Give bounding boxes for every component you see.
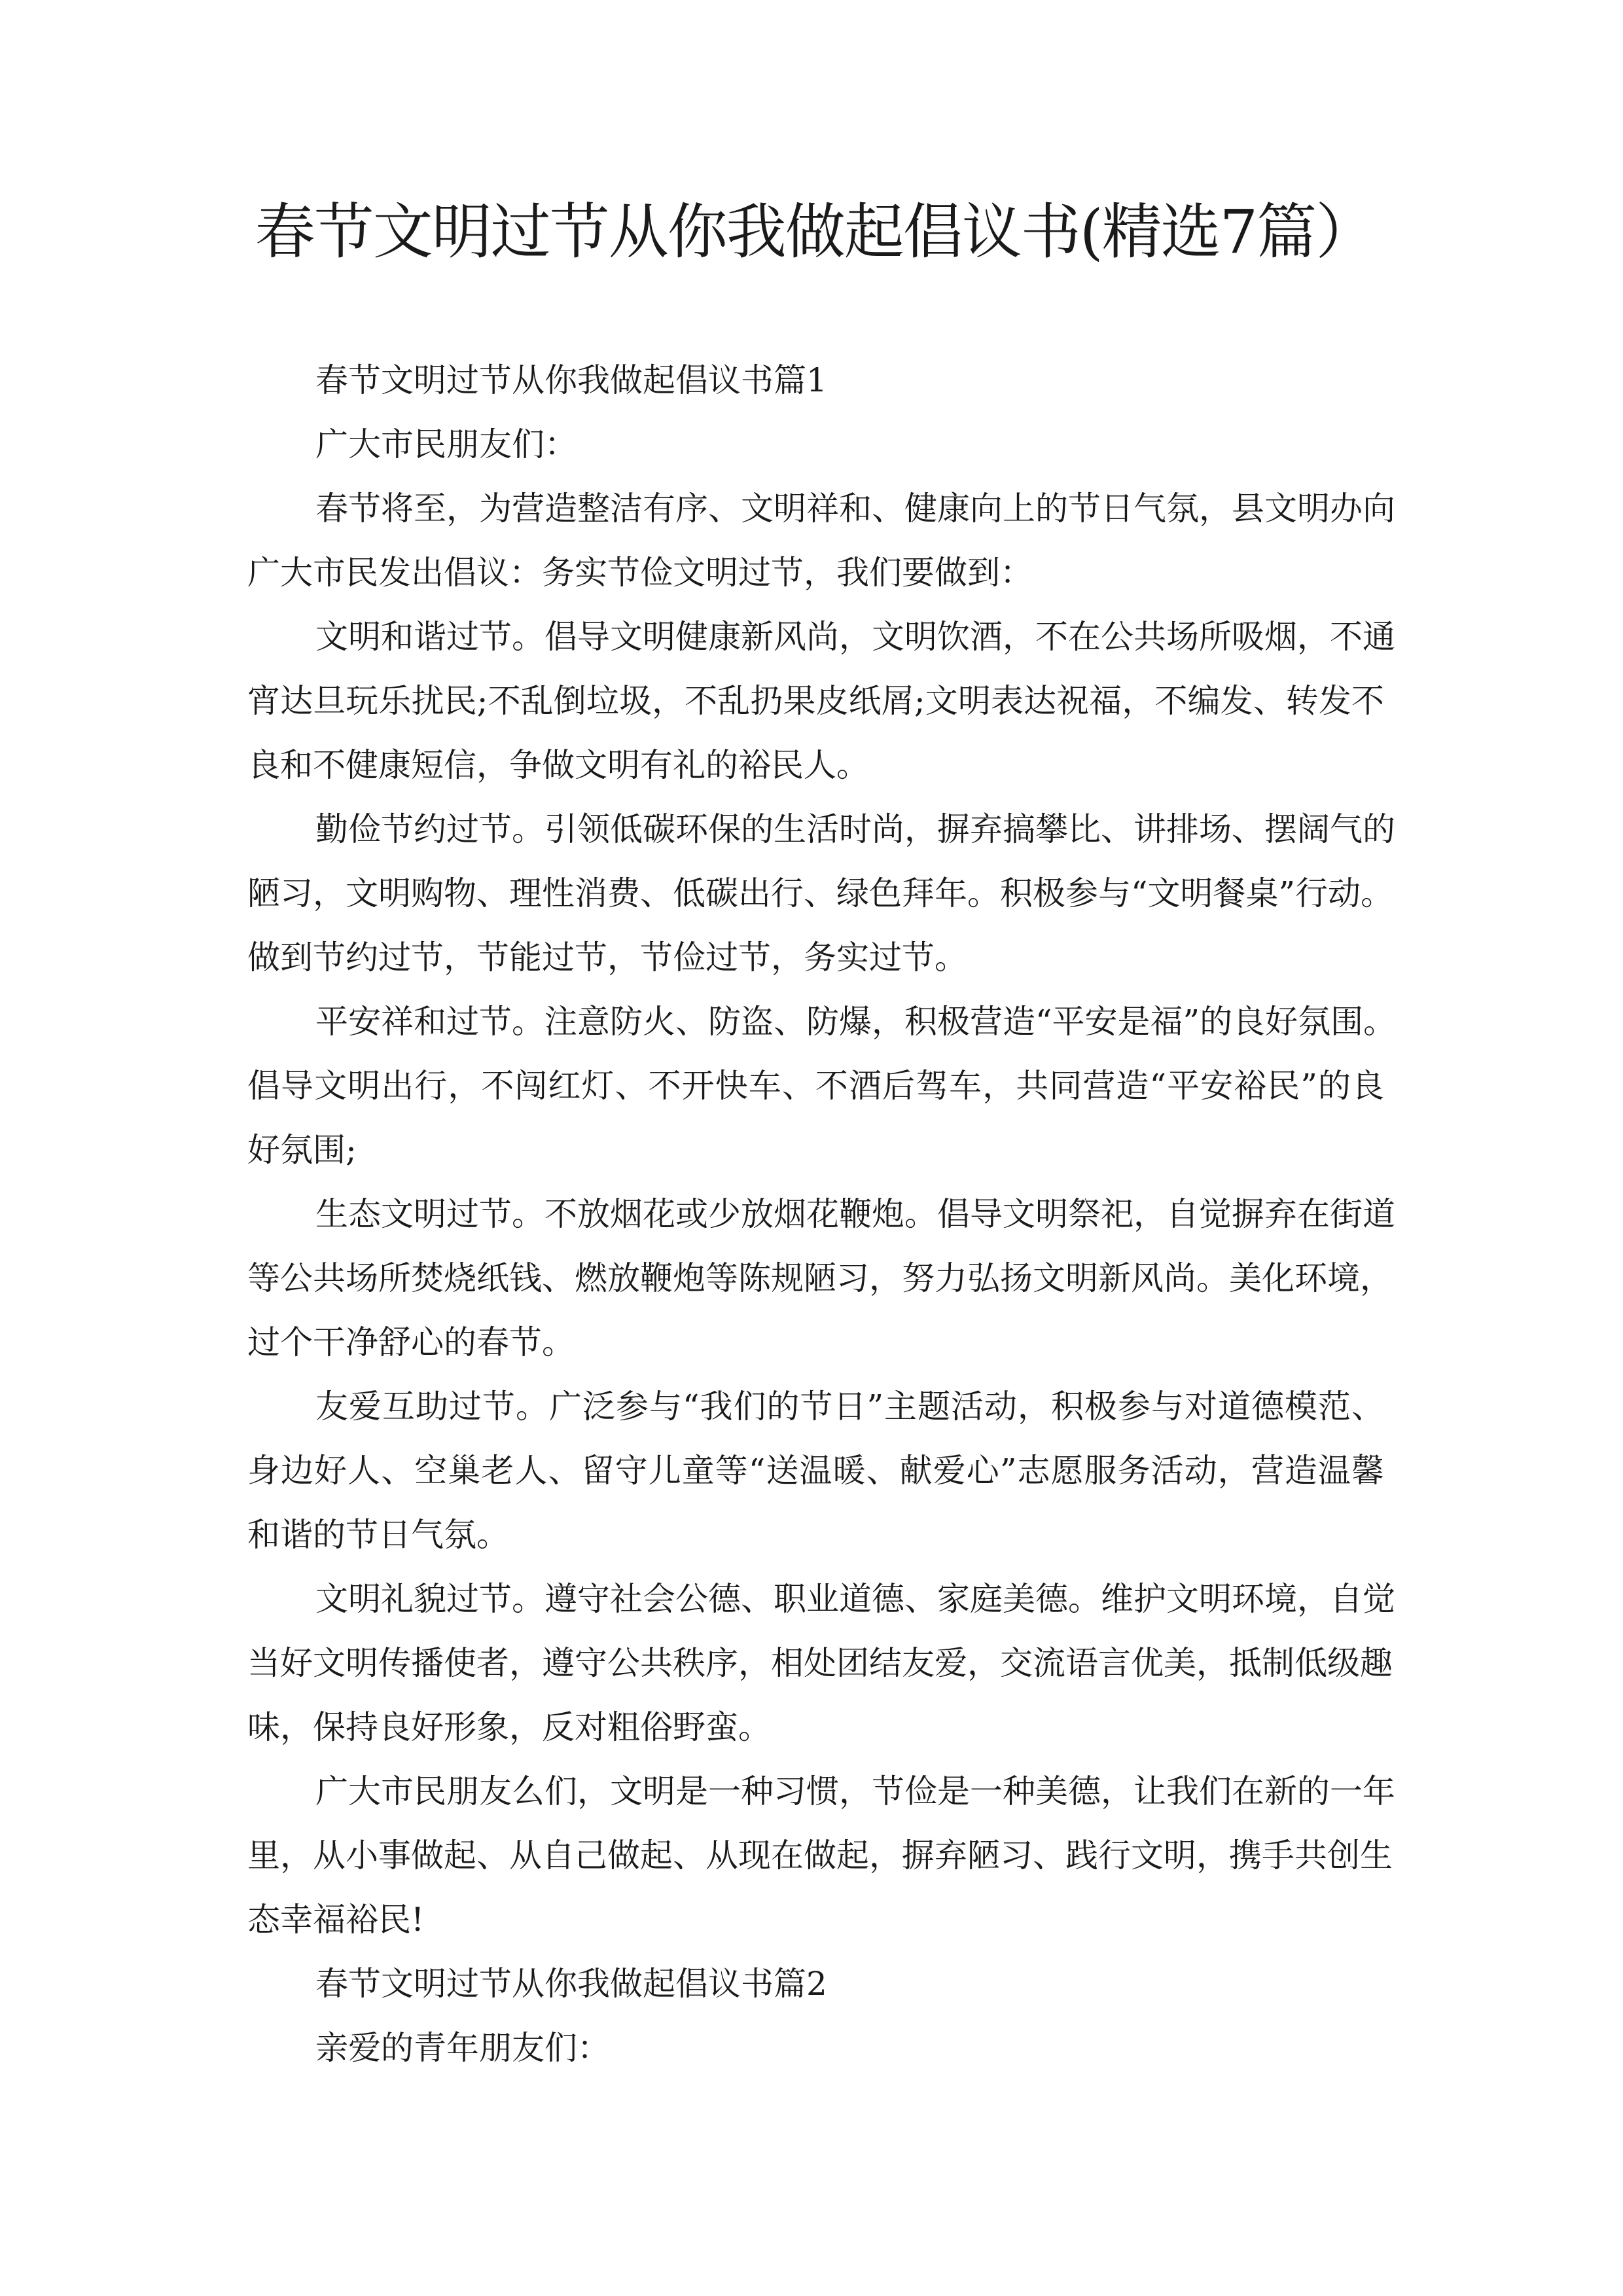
text-line: 友爱互助过节。广泛参与“我们的节日”主题活动，积极参与对道德模范、 — [315, 1388, 1384, 1426]
paragraph — [247, 1182, 1395, 1374]
document-title: 春节文明过节从你我做起倡议书(精选7篇） — [255, 197, 1375, 267]
document-body — [247, 348, 1397, 2080]
paragraph — [247, 1567, 1395, 1759]
paragraph — [247, 1759, 1395, 1952]
text-line: 和谐的节日气氛。 — [247, 1516, 509, 1554]
paragraph — [247, 1374, 1384, 1567]
text-line: 平安祥和过节。注意防火、防盗、防爆，积极营造“平安是福”的良好氛围。 — [315, 1003, 1397, 1041]
text-line: 广大市民朋友们： — [315, 425, 577, 463]
paragraph — [247, 1952, 1384, 2016]
text-line: 广大市民发出倡议：务实节俭文明过节，我们要做到： — [247, 554, 1033, 592]
paragraph — [247, 2016, 1384, 2080]
text-line: 勤俭节约过节。引领低碳环保的生活时尚，摒弃搞攀比、讲排场、摆阔气的 — [315, 810, 1395, 848]
text-line: 倡导文明出行，不闯红灯、不开快车、不酒后驾车，共同营造“平安裕民”的良 — [247, 1067, 1384, 1105]
text-line: 春节文明过节从你我做起倡议书篇1 — [315, 361, 827, 399]
text-line: 良和不健康短信，争做文明有礼的裕民人。 — [247, 746, 869, 784]
text-line: 陋习，文明购物、理性消费、低碳出行、绿色拜年。积极参与“文明餐桌”行动。 — [247, 874, 1394, 912]
text-line: 文明礼貌过节。遵守社会公德、职业道德、家庭美德。维护文明环境，自觉 — [315, 1580, 1395, 1618]
text-line: 宵达旦玩乐扰民;不乱倒垃圾，不乱扔果皮纸屑;文明表达祝福，不编发、转发不 — [247, 682, 1384, 720]
text-line: 味，保持良好形象，反对粗俗野蛮。 — [247, 1708, 771, 1746]
text-line: 当好文明传播使者，遵守公共秩序，相处团结友爱，交流语言优美，抵制低级趣 — [247, 1644, 1393, 1682]
text-line: 身边好人、空巢老人、留守儿童等“送温暖、献爱心”志愿服务活动，营造温馨 — [247, 1452, 1384, 1490]
paragraph — [247, 412, 1384, 476]
text-line: 做到节约过节，节能过节，节俭过节，务实过节。 — [247, 939, 967, 977]
paragraph — [247, 797, 1395, 990]
paragraph — [247, 348, 1384, 412]
text-line: 春节文明过节从你我做起倡议书篇2 — [315, 1965, 827, 2003]
text-line: 里，从小事做起、从自己做起、从现在做起，摒弃陋习、践行文明，携手共创生 — [247, 1837, 1393, 1874]
text-line: 文明和谐过节。倡导文明健康新风尚，文明饮酒，不在公共场所吸烟，不通 — [315, 618, 1395, 656]
paragraph — [247, 990, 1397, 1182]
text-line: 广大市民朋友么们，文明是一种习惯，节俭是一种美德，让我们在新的一年 — [315, 1772, 1395, 1810]
text-line: 好氛围; — [247, 1131, 357, 1169]
text-line: 等公共场所焚烧纸钱、燃放鞭炮等陈规陋习，努力弘扬文明新风尚。美化环境， — [247, 1259, 1393, 1297]
text-line: 春节将至，为营造整洁有序、文明祥和、健康向上的节日气氛，县文明办向 — [315, 490, 1395, 528]
text-line: 生态文明过节。不放烟花或少放烟花鞭炮。倡导文明祭祀，自觉摒弃在街道 — [315, 1195, 1395, 1233]
text-line: 过个干净舒心的春节。 — [247, 1323, 575, 1361]
text-line: 亲爱的青年朋友们： — [315, 2029, 610, 2067]
paragraph — [247, 476, 1395, 605]
text-line: 态幸福裕民! — [247, 1901, 425, 1939]
paragraph — [247, 605, 1395, 797]
